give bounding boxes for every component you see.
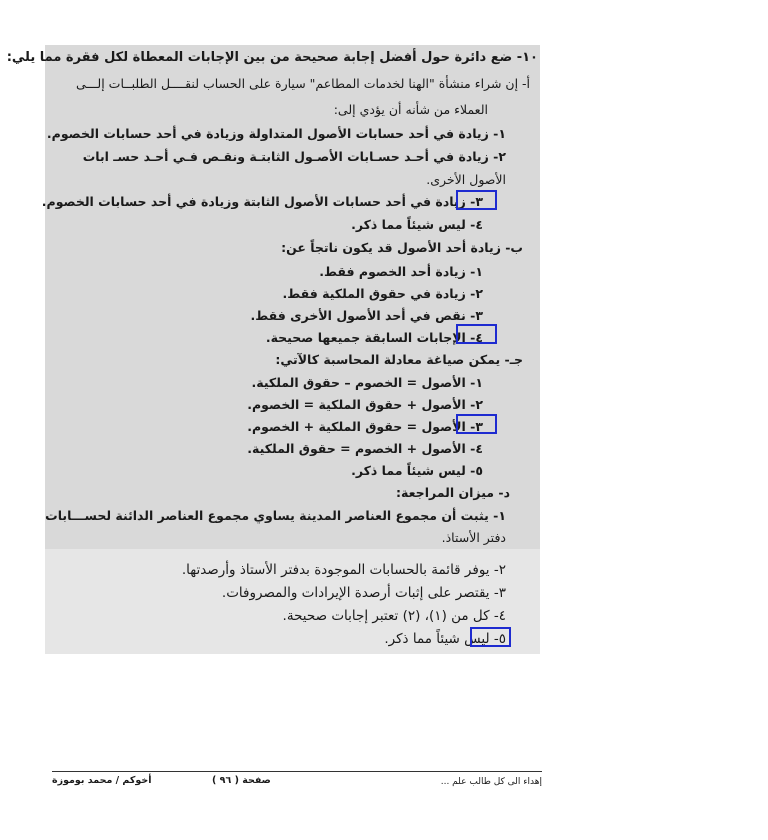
answer-marker-box [456, 324, 497, 344]
part-a-option: ٣- زيادة في أحد حسابات الأصول الثابتة وزيادة في أحد حسابات الخصوم. [41, 194, 483, 209]
part-d-option: ٣- يقتصر على إثبات أرصدة الإيرادات والمصروفات. [221, 585, 506, 601]
question-title: ١٠- ضع دائرة حول أفضل إجابة صحيحة من بين الإجابات المعطاة لكل فقرة مما يلي: [6, 50, 538, 65]
part-c-option: ١- الأصول = الخصوم – حقوق الملكية. [251, 375, 483, 390]
footer-author: أخوكم / محمد بوموزة [52, 775, 152, 786]
part-b-option: ٣- نقص في أحد الأصول الأخرى فقط. [250, 308, 483, 323]
part-d-option: ٢- يوفر قائمة بالحسابات الموجودة بدفتر الأستاذ وأرصدتها. [181, 562, 506, 578]
part-c-stem: جـ- يمكن صياغة معادلة المحاسبة كالآتي: [275, 352, 523, 367]
part-c-option: ٢- الأصول + حقوق الملكية = الخصوم. [247, 397, 483, 412]
page-number: صفحة ( ٩٦ ) [212, 775, 271, 786]
part-b-option: ١- زيادة أحد الخصوم فقط. [319, 264, 483, 279]
part-a-option: ١- زيادة في أحد حسابات الأصول المتداولة وزيادة في أحد حسابات الخصوم. [46, 126, 506, 141]
footer-dedication: إهداء الى كل طالب علم ... [440, 777, 542, 787]
part-b-option: ٤- الإجابات السابقة جميعها صحيحة. [265, 330, 483, 345]
part-d-option: دفتر الأستاذ. [441, 530, 506, 545]
part-c-option: ٣- الأصول = حقوق الملكية + الخصوم. [247, 419, 483, 434]
part-b-option: ٢- زيادة في حقوق الملكية فقط. [282, 286, 483, 301]
answer-marker-box [470, 627, 511, 647]
part-a-option: ٢- زيادة في أحـد حسـابات الأصـول الثابتـة ونقـص فـي أحـد حسـ ابات [82, 149, 506, 164]
part-d-option: ٥- ليس شيئاً مما ذكر. [384, 631, 506, 647]
part-a-stem: العملاء من شأنه أن يؤدي إلى: [333, 102, 488, 117]
part-a-option: الأصول الأخرى. [426, 172, 506, 187]
part-a-option: ٤- ليس شيئاً مما ذكر. [351, 217, 483, 232]
part-c-option: ٤- الأصول + الخصوم = حقوق الملكية. [247, 441, 483, 456]
answer-marker-box [456, 190, 497, 210]
part-b-stem: ب- زيادة أحد الأصول قد يكون ناتجاً عن: [281, 240, 523, 255]
footer-rule [52, 771, 542, 772]
answer-marker-box [456, 414, 497, 434]
part-c-option: ٥- ليس شيئاً مما ذكر. [351, 463, 483, 478]
part-d-stem: د- ميزان المراجعة: [396, 485, 510, 500]
part-a-stem: أ- إن شراء منشأة "الهنا لخدمات المطاعم" سيارة على الحساب لنقــــل الطلبــات إلـــى [76, 76, 530, 91]
part-d-option: ١- يثبت أن مجموع العناصر المدينة يساوي مجموع العناصر الدائنة لحســـابات [45, 508, 506, 523]
part-d-option: ٤- كل من (١)، (٢) تعتبر إجابات صحيحة. [282, 608, 506, 624]
